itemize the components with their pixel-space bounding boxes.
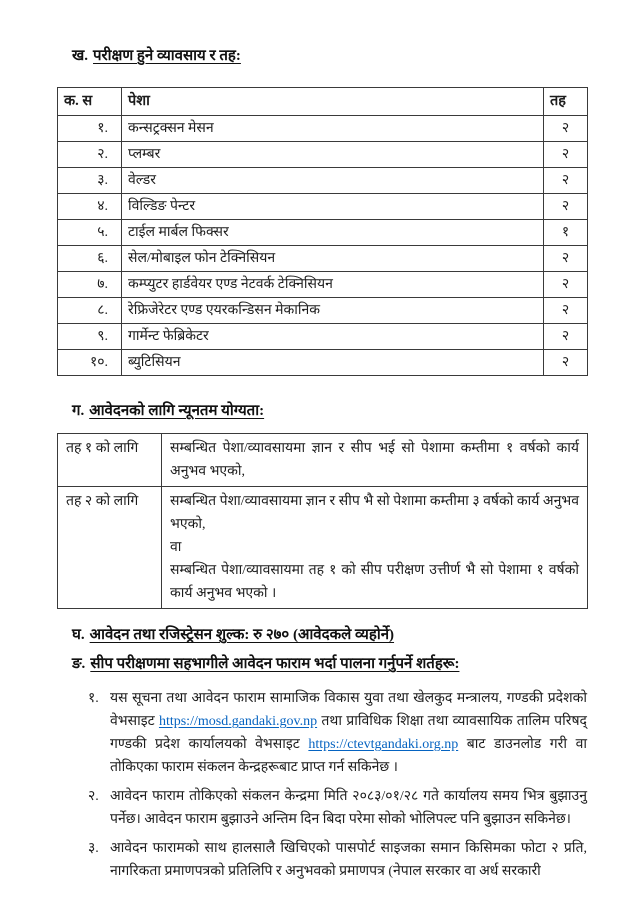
criteria-line: सम्बन्धित पेशा/व्यावसायमा ज्ञान र सीप भई सो पेशामा कम्तीमा १ वर्षको कार्य अनुभव भएको, <box>170 441 579 479</box>
list-item-text: यस सूचना तथा आवेदन फाराम सामाजिक विकास युवा तथा खेलकुद मन्त्रालय, गण्डकी प्रदेशको वेभसाइट https://mosd.gandaki.gov.np तथा प्राविधिक शिक्षा तथा व्यावसायिक तालिम परिषद् गण्डकी प्रदेश कार्यालयको वेभसाइट https://ctevtgandaki.org.np बाट डाउनलोड गरी वा तोकिएका फाराम संकलन केन्द्रहरूबाट प्राप्त गर्न सकिनेछ । <box>110 691 587 775</box>
criteria-line: सम्बन्धित पेशा/व्यावसायमा तह १ को सीप परीक्षण उत्तीर्ण भै सो पेशामा १ वर्षको कार्य अनुभव भएको । <box>170 563 579 601</box>
cell-profession: वेल्डर <box>122 168 544 194</box>
cell-sn: ९. <box>58 324 122 350</box>
section-title: परीक्षण हुने व्यावसाय र तह: <box>93 48 241 64</box>
criteria-line: वा <box>170 540 182 555</box>
cell-profession: सेल/मोबाइल फोन टेक्निसियन <box>122 246 544 272</box>
cell-level: २ <box>544 324 588 350</box>
table-header-row <box>58 88 588 116</box>
cell-level: २ <box>544 142 588 168</box>
table-row <box>58 434 588 487</box>
section-heading-nga <box>72 654 588 674</box>
section-heading-gha <box>72 625 588 645</box>
table-row <box>58 142 588 168</box>
cell-level: १ <box>544 220 588 246</box>
cell-profession: विल्डिङ पेन्टर <box>122 194 544 220</box>
column-header-profession: पेशा <box>122 88 544 116</box>
cell-level: २ <box>544 116 588 142</box>
cell-sn: ४. <box>58 194 122 220</box>
cell-level-label: तह १ को लागि <box>58 434 162 487</box>
cell-profession: प्लम्बर <box>122 142 544 168</box>
cell-sn: १. <box>58 116 122 142</box>
section-heading-ga <box>72 401 588 421</box>
website-link[interactable]: https://ctevtgandaki.org.np <box>308 737 459 752</box>
professions-table <box>57 87 588 376</box>
table-row <box>58 350 588 376</box>
cell-profession: कन्सट्रक्सन मेसन <box>122 116 544 142</box>
list-item-text: आवेदन फारामको साथ हालसालै खिचिएको पासपोर्ट साइजका समान किसिमका फोटा २ प्रति, नागरिकता प्रमाणपत्रको प्रतिलिपि र अनुभवको प्रमाणपत्र (नेपाल सरकार वा अर्ध सरकारी <box>110 841 587 879</box>
cell-sn: ८. <box>58 298 122 324</box>
cell-level-label: तह २ को लागि <box>58 487 162 609</box>
cell-sn: ३. <box>58 168 122 194</box>
table-row <box>58 116 588 142</box>
cell-profession: गार्मेन्ट फेब्रिकेटर <box>122 324 544 350</box>
table-row <box>58 220 588 246</box>
criteria-line: सम्बन्धित पेशा/व्यावसायमा ज्ञान र सीप भै सो पेशामा कम्तीमा ३ वर्षको कार्य अनुभव भएको, <box>170 494 579 532</box>
list-item-number: १. <box>88 691 99 706</box>
cell-profession: रेफ्रिजेरेटर एण्ड एयरकन्डिसन मेकानिक <box>122 298 544 324</box>
cell-criteria <box>162 434 588 487</box>
cell-sn: २. <box>58 142 122 168</box>
section-label: घ. <box>72 627 85 643</box>
cell-level: २ <box>544 246 588 272</box>
website-link[interactable]: https://mosd.gandaki.gov.np <box>158 714 318 729</box>
list-item-number: ३. <box>88 841 99 856</box>
qualification-table <box>57 433 588 609</box>
section-title: आवेदनको लागि न्यूनतम योग्यता: <box>89 403 265 419</box>
section-heading-kha <box>72 46 588 66</box>
list-item <box>88 687 588 779</box>
list-item-number: २. <box>88 789 99 804</box>
cell-level: २ <box>544 194 588 220</box>
section-label: ग. <box>72 403 85 419</box>
conditions-list <box>57 687 588 883</box>
cell-sn: १०. <box>58 350 122 376</box>
list-item-text: आवेदन फाराम तोकिएको संकलन केन्द्रमा मिति २०८३/०१/२८ गते कार्यालय समय भित्र बुझाउनु पर्नेछ। आवेदन फाराम बुझाउने अन्तिम दिन बिदा परेमा सोको भोलिपल्ट पनि बुझाउन सकिनेछ। <box>110 789 587 827</box>
section-label: ङ. <box>72 656 86 672</box>
table-row <box>58 168 588 194</box>
cell-level: २ <box>544 272 588 298</box>
column-header-level: तह <box>544 88 588 116</box>
cell-profession: ब्युटिसियन <box>122 350 544 376</box>
cell-criteria <box>162 487 588 609</box>
cell-sn: ६. <box>58 246 122 272</box>
table-row <box>58 298 588 324</box>
cell-sn: ७. <box>58 272 122 298</box>
cell-sn: ५. <box>58 220 122 246</box>
cell-level: २ <box>544 350 588 376</box>
table-row <box>58 246 588 272</box>
section-title: आवेदन तथा रजिस्ट्रेसन शुल्क: रु २७० (आवेदकले व्यहोर्ने) <box>89 627 395 643</box>
table-row <box>58 194 588 220</box>
table-row <box>58 487 588 609</box>
section-title: सीप परीक्षणमा सहभागीले आवेदन फाराम भर्दा पालना गर्नुपर्ने शर्तहरू: <box>90 656 460 672</box>
cell-profession: कम्प्युटर हार्डवेयर एण्ड नेटवर्क टेक्निसियन <box>122 272 544 298</box>
column-header-sn: क. स <box>58 88 122 116</box>
cell-level: २ <box>544 298 588 324</box>
section-label: ख. <box>72 48 89 64</box>
table-row <box>58 324 588 350</box>
table-row <box>58 272 588 298</box>
cell-level: २ <box>544 168 588 194</box>
list-item <box>88 837 588 883</box>
list-item <box>88 785 588 831</box>
cell-profession: टाईल मार्बल फिक्सर <box>122 220 544 246</box>
